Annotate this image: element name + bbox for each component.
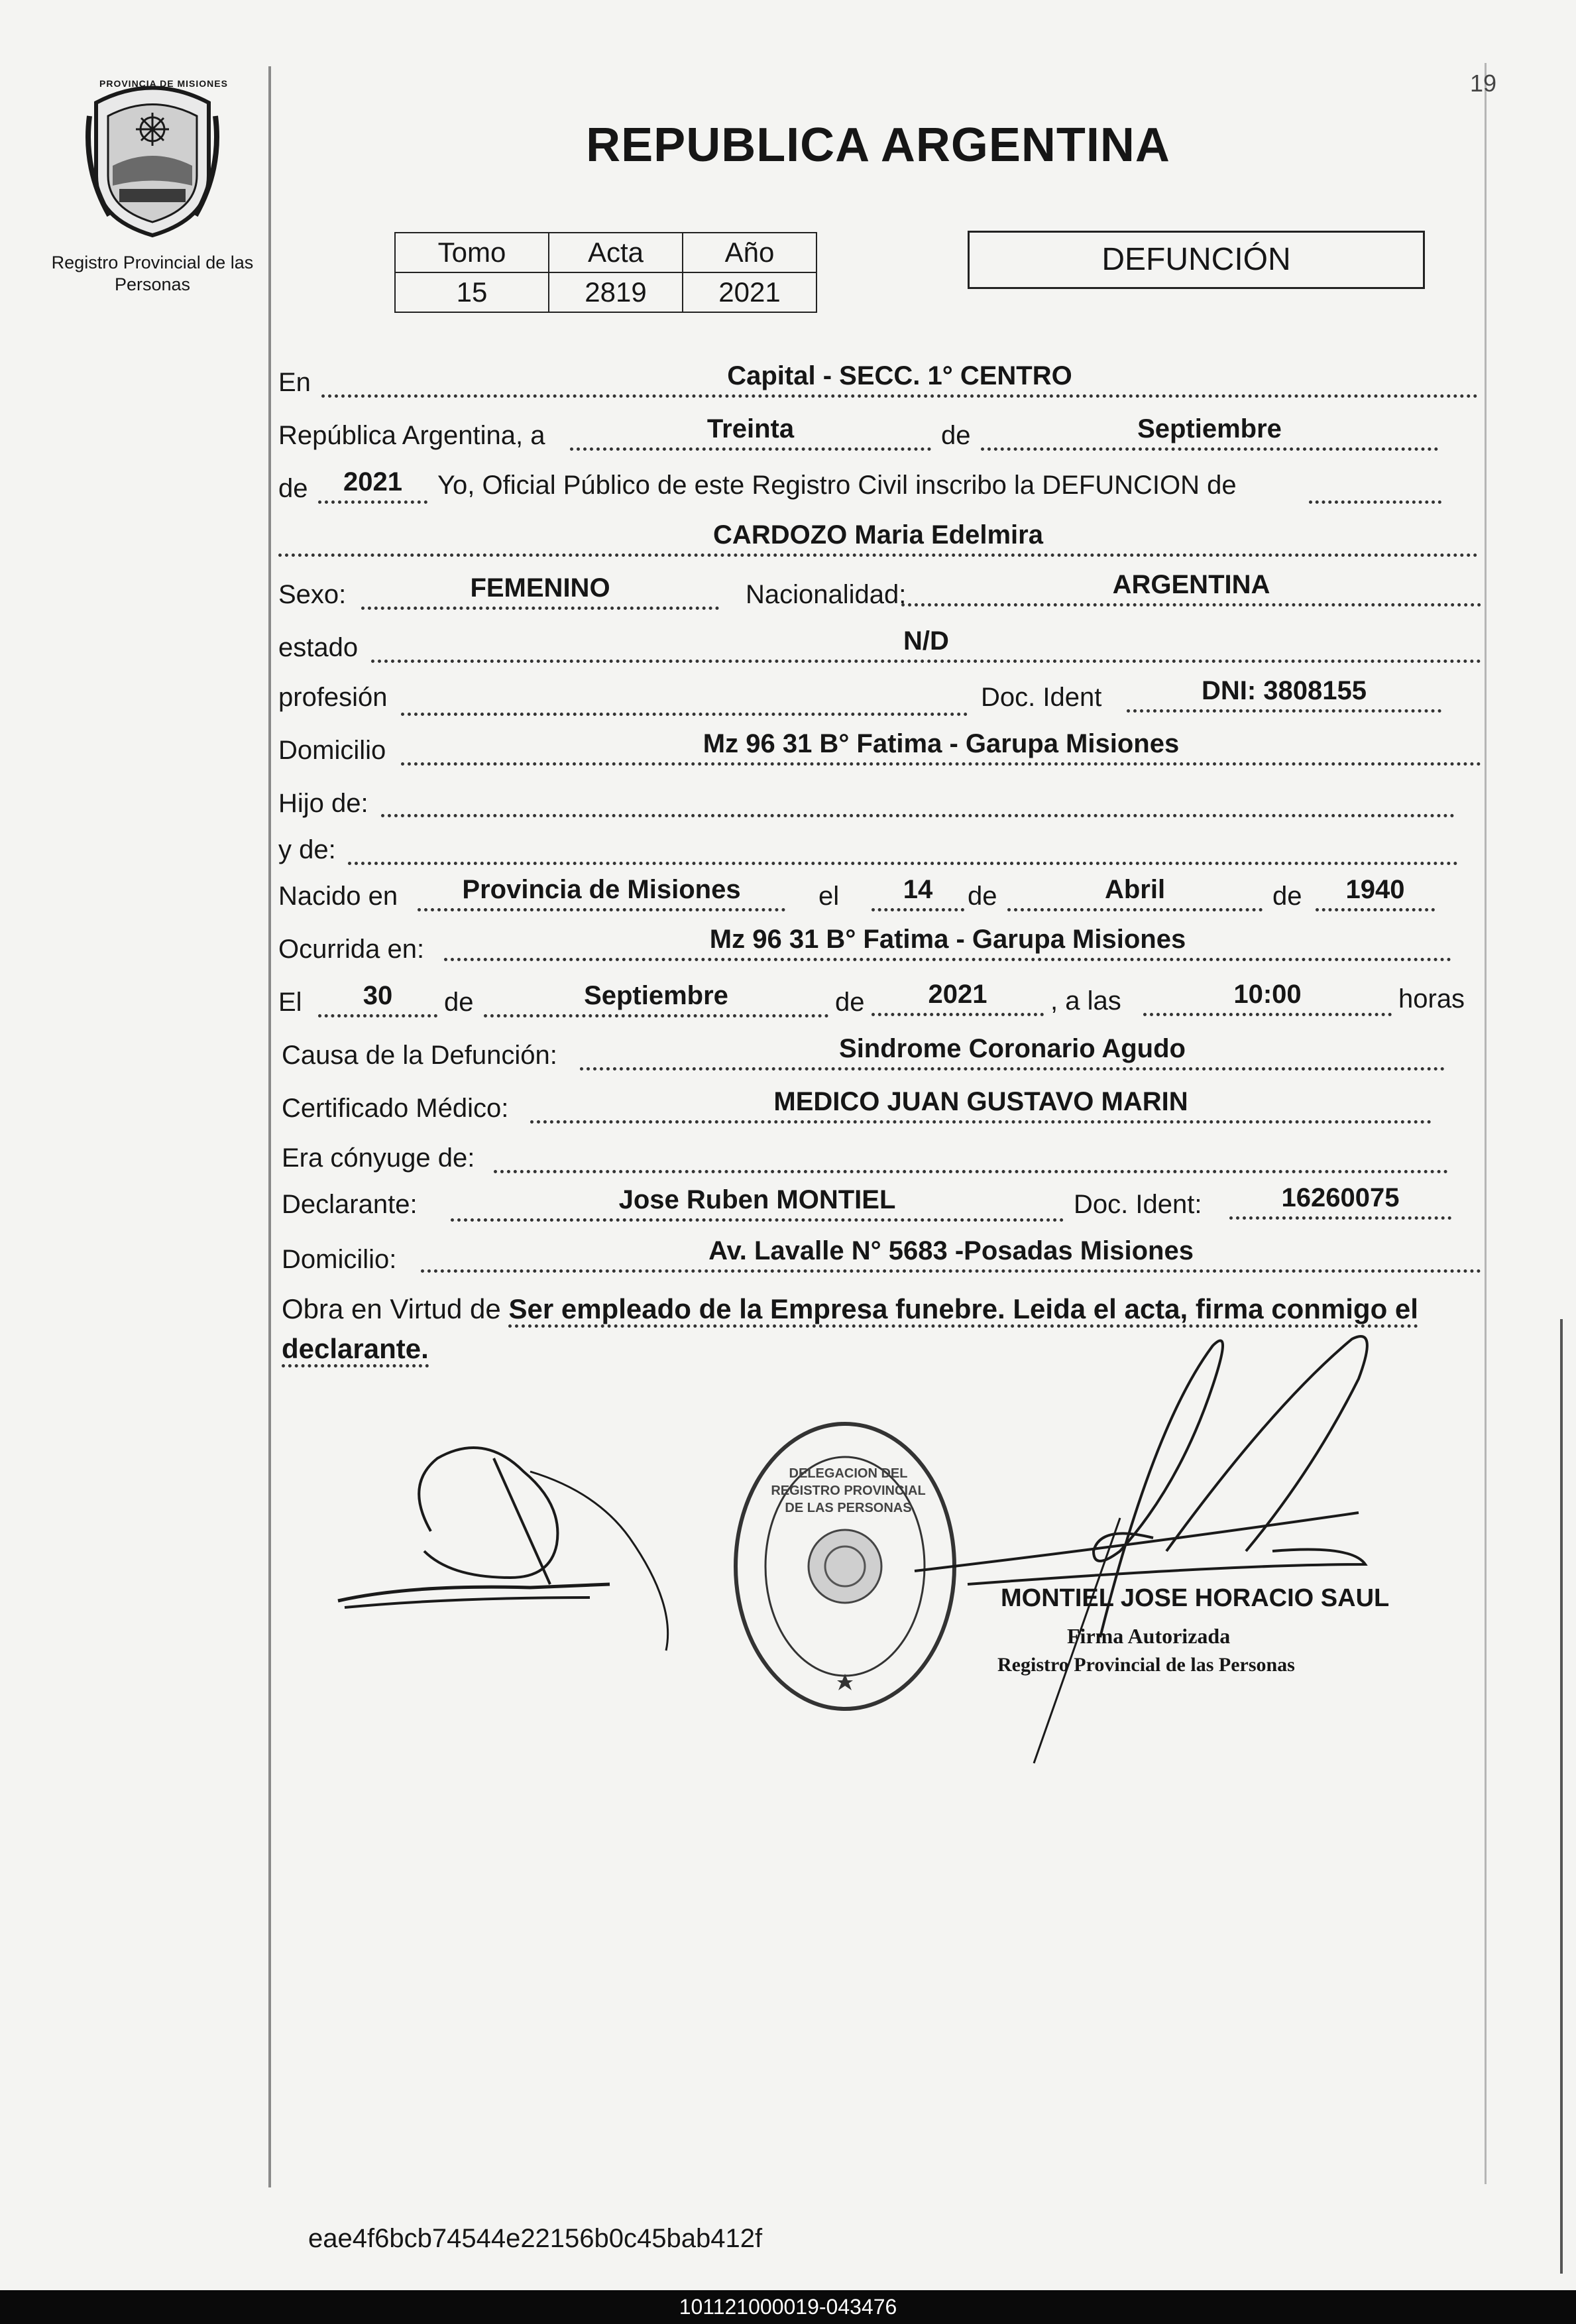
right-margin-line — [1485, 63, 1487, 2184]
logo-caption: Registro Provincial de las Personas — [51, 253, 254, 294]
field-sexo: FEMENINO — [361, 573, 719, 610]
field-nacido-mes: Abril — [1007, 875, 1263, 911]
field-nombre: CARDOZO Maria Edelmira — [278, 520, 1478, 557]
field-lugar: Capital - SECC. 1° CENTRO — [321, 361, 1478, 398]
field-declarante-doc: 16260075 — [1229, 1183, 1451, 1220]
field-profesion — [401, 679, 968, 716]
field-fallec-mes: Septiembre — [484, 981, 828, 1017]
label-el: el — [818, 882, 840, 911]
field-causa: Sindrome Coronario Agudo — [580, 1034, 1445, 1071]
label-domicilio: Domicilio — [278, 736, 386, 765]
book-value-anio: 2021 — [683, 272, 816, 312]
label-doc-ident: Doc. Ident — [981, 683, 1102, 712]
label-causa: Causa de la Defunción: — [282, 1041, 557, 1070]
label-y-de: y de: — [278, 835, 336, 864]
book-table — [394, 232, 817, 313]
field-nacionalidad: ARGENTINA — [901, 570, 1481, 607]
record-type-box: DEFUNCIÓN — [968, 231, 1425, 289]
label-declarante: Declarante: — [282, 1190, 418, 1219]
label-de-3: de — [968, 882, 997, 911]
field-estado: N/D — [371, 626, 1481, 663]
field-mes: Septiembre — [981, 414, 1438, 451]
label-obra: Obra en Virtud de — [282, 1293, 501, 1324]
field-fallec-anio: 2021 — [872, 980, 1044, 1016]
label-estado: estado — [278, 633, 359, 662]
label-profesion: profesión — [278, 683, 388, 712]
page-title: REPUBLICA ARGENTINA — [586, 119, 1170, 172]
field-nacido-lugar: Provincia de Misiones — [418, 875, 785, 911]
label-republica: República Argentina, a — [278, 421, 545, 450]
book-value-acta: 2819 — [549, 272, 683, 312]
signature-left — [331, 1432, 689, 1657]
book-header-anio: Año — [683, 233, 816, 272]
label-hijo-de: Hijo de: — [278, 789, 368, 818]
book-header-acta: Acta — [549, 233, 683, 272]
stamp-office: Registro Provincial de las Personas — [997, 1654, 1295, 1676]
field-declarante: Jose Ruben MONTIEL — [451, 1185, 1064, 1222]
field-nacido-anio: 1940 — [1316, 875, 1435, 911]
field-declarante-domicilio: Av. Lavalle N° 5683 -Posadas Misiones — [421, 1236, 1481, 1273]
book-header-tomo: Tomo — [395, 233, 549, 272]
book-value-tomo: 15 — [395, 272, 549, 312]
right-edge-line — [1560, 1319, 1563, 2274]
field-conyuge — [494, 1137, 1448, 1173]
label-nacido-en: Nacido en — [278, 882, 398, 911]
label-de-1: de — [941, 421, 971, 450]
document-hash: eae4f6bcb74544e22156b0c45bab412f — [308, 2224, 763, 2253]
label-el-upper: El — [278, 988, 302, 1017]
page-number: 19 — [1469, 70, 1496, 97]
seal-text: PROVINCIA DE MISIONES — [99, 78, 228, 89]
label-a-las: , a las — [1050, 986, 1121, 1016]
label-domicilio-declarante: Domicilio: — [282, 1245, 397, 1274]
stamp-officer-name: MONTIEL JOSE HORACIO SAUL — [1001, 1584, 1390, 1612]
field-certificado: MEDICO JUAN GUSTAVO MARIN — [530, 1087, 1432, 1124]
label-conyuge: Era cónyuge de: — [282, 1143, 475, 1173]
label-horas: horas — [1398, 984, 1465, 1014]
stamp-ring-text: DELEGACION DEL REGISTRO PROVINCIAL DE LAS PERSONAS — [771, 1466, 926, 1515]
label-doc-ident-declarante: Doc. Ident: — [1074, 1190, 1202, 1219]
field-ocurrida-en: Mz 96 31 B° Fatima - Garupa Misiones — [444, 925, 1451, 961]
left-margin-line — [268, 66, 271, 2187]
label-de-4: de — [1272, 882, 1302, 911]
field-domicilio: Mz 96 31 B° Fatima - Garupa Misiones — [401, 729, 1481, 766]
label-ocurrida-en: Ocurrida en: — [278, 935, 425, 964]
field-y-de — [348, 829, 1458, 865]
barcode-footer: 101121000019-043476 — [0, 2290, 1576, 2324]
stamp-role: Firma Autorizada — [1067, 1624, 1231, 1648]
label-nacionalidad: Nacionalidad: — [746, 580, 907, 609]
label-de-2: de — [278, 474, 308, 503]
signature-right — [901, 1326, 1405, 1776]
book-value-row — [395, 272, 816, 312]
field-dia: Treinta — [570, 414, 931, 451]
field-hora: 10:00 — [1143, 980, 1392, 1016]
field-doc: DNI: 3808155 — [1127, 676, 1441, 713]
label-de-6: de — [835, 988, 865, 1017]
field-hijo-de — [381, 781, 1455, 817]
field-defuncion-de — [1309, 467, 1441, 504]
label-yo: Yo, Oficial Público de este Registro Civil inscribo la DEFUNCION de — [437, 471, 1237, 500]
label-en: En — [278, 368, 311, 397]
label-sexo: Sexo: — [278, 580, 347, 609]
field-anio: 2021 — [318, 467, 427, 504]
label-de-5: de — [444, 988, 474, 1017]
field-nacido-dia: 14 — [872, 875, 964, 911]
field-obra-virtud: Ser empleado de la Empresa funebre. Leida el acta, firma conmigo el declarante. — [282, 1293, 1418, 1367]
book-header-row — [395, 233, 816, 272]
label-certificado: Certificado Médico: — [282, 1094, 509, 1123]
field-fallec-dia: 30 — [318, 981, 437, 1017]
